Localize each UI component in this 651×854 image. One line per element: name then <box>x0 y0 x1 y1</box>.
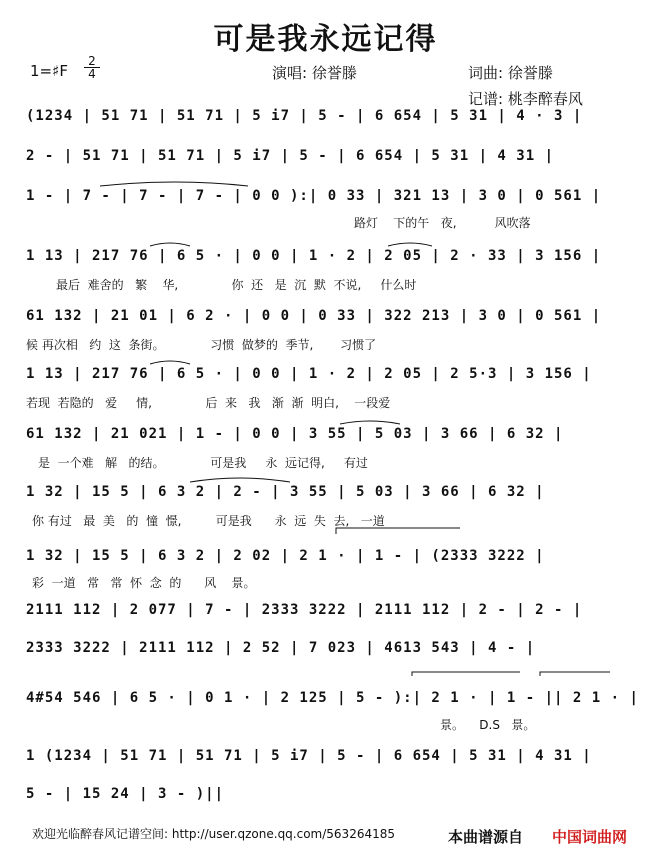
notes-line: 2333 3222 | 2111 112 | 2 52 | 7 023 | 4613 543 | 4 - | <box>26 640 536 656</box>
notes-line: 2 - | 51 71 | 51 71 | 5 i7 | 5 - | 6 654 | 5 31 | 4 31 | <box>26 148 555 164</box>
staff-row <box>26 548 616 590</box>
time-signature-bottom: 4 <box>88 67 96 81</box>
time-signature <box>84 55 100 80</box>
staff-row <box>26 426 616 470</box>
staff-row <box>26 484 616 528</box>
staff-row <box>26 690 639 732</box>
notes-line: 1 (1234 | 51 71 | 51 71 | 5 i7 | 5 - | 6 654 | 5 31 | 4 31 | <box>26 748 592 764</box>
staff-row <box>26 108 616 132</box>
notes-line: (1234 | 51 71 | 51 71 | 5 i7 | 5 - | 6 654 | 5 31 | 4 · 3 | <box>26 108 583 124</box>
composer-credit: 词曲: 徐誉滕 <box>468 64 553 82</box>
notes-line: 1 32 | 15 5 | 6 3 2 | 2 02 | 2 1 · | 1 - | (2333 3222 | <box>26 548 545 564</box>
staff-row <box>26 308 616 352</box>
source-site: 中国词曲网 <box>552 828 628 846</box>
staff-row <box>26 188 616 230</box>
source-label: 本曲谱源自 <box>448 828 524 846</box>
volta-bracket <box>412 672 520 676</box>
staff-row <box>26 748 616 772</box>
notes-line: 1 13 | 217 76 | 6 5 · | 0 0 | 1 · 2 | 2 05 | 2 · 33 | 3 156 | <box>26 248 602 264</box>
notes-line: 61 132 | 21 021 | 1 - | 0 0 | 3 55 | 5 03 | 3 66 | 6 32 | <box>26 426 564 442</box>
song-title: 可是我永远记得 <box>213 22 438 57</box>
staff-row <box>26 366 616 410</box>
staff-row <box>26 248 616 292</box>
notes-line: 61 132 | 21 01 | 6 2 · | 0 0 | 0 33 | 322 213 | 3 0 | 0 561 | <box>26 308 602 324</box>
slur <box>190 478 290 482</box>
lyrics-line: 候 再次相 约 这 条街。 习惯 做梦的 季节, 习惯了 <box>26 338 377 352</box>
lyrics-line: 你 有过 最 美 的 憧 憬, 可是我 永 远 失 去, 一道 <box>32 514 385 528</box>
lyrics-line: 路灯 下的午 夜, 风吹落 <box>354 216 531 230</box>
lyrics-line: 彩 一道 常 常 怀 念 的 风 景。 <box>32 576 256 590</box>
lyrics-line: 若现 若隐的 爱 情, 后 来 我 渐 渐 明白, 一段爱 <box>26 396 391 410</box>
singer-credit: 演唱: 徐誉滕 <box>272 64 357 82</box>
slur <box>150 243 190 246</box>
transcriber-credit: 记谱: 桃李醉春风 <box>468 90 583 108</box>
notes-line: 1 13 | 217 76 | 6 5 · | 0 0 | 1 · 2 | 2 05 | 2 5·3 | 3 156 | <box>26 366 592 382</box>
notes-line: 1 32 | 15 5 | 6 3 2 | 2 - | 3 55 | 5 03 | 3 66 | 6 32 | <box>26 484 545 500</box>
staff-row <box>26 640 616 664</box>
slur <box>100 182 248 186</box>
key-signature: 1=♯F <box>30 62 68 80</box>
time-signature-top: 2 <box>84 55 100 68</box>
notes-line: 1 - | 7 - | 7 - | 7 - | 0 0 ):| 0 33 | 321 13 | 3 0 | 0 561 | <box>26 188 602 204</box>
slur <box>150 361 190 364</box>
lyrics-line: 最后 难舍的 繁 华, 你 还 是 沉 默 不说, 什么时 <box>56 278 417 292</box>
lyrics-line: 是 一个难 解 的结。 可是我 永 远记得, 有过 <box>38 456 368 470</box>
notes-line: 4#54 546 | 6 5 · | 0 1 · | 2 125 | 5 - ):| 2 1 · | 1 - || 2 1 · | <box>26 690 639 706</box>
footer-text: 欢迎光临醉春风记谱空间: http://user.qzone.qq.com/563264185 <box>32 827 396 841</box>
notes-line: 2111 112 | 2 077 | 7 - | 2333 3222 | 2111 112 | 2 - | 2 - | <box>26 602 583 618</box>
volta-bracket <box>540 672 610 676</box>
slur <box>388 243 432 246</box>
lyrics-line: 景。 D.S 景。 <box>440 718 536 732</box>
staff-row <box>26 148 616 172</box>
notes-line: 5 - | 15 24 | 3 - )|| <box>26 786 225 802</box>
slur <box>340 421 400 424</box>
staff-row <box>26 602 616 626</box>
staff-row <box>26 786 616 810</box>
